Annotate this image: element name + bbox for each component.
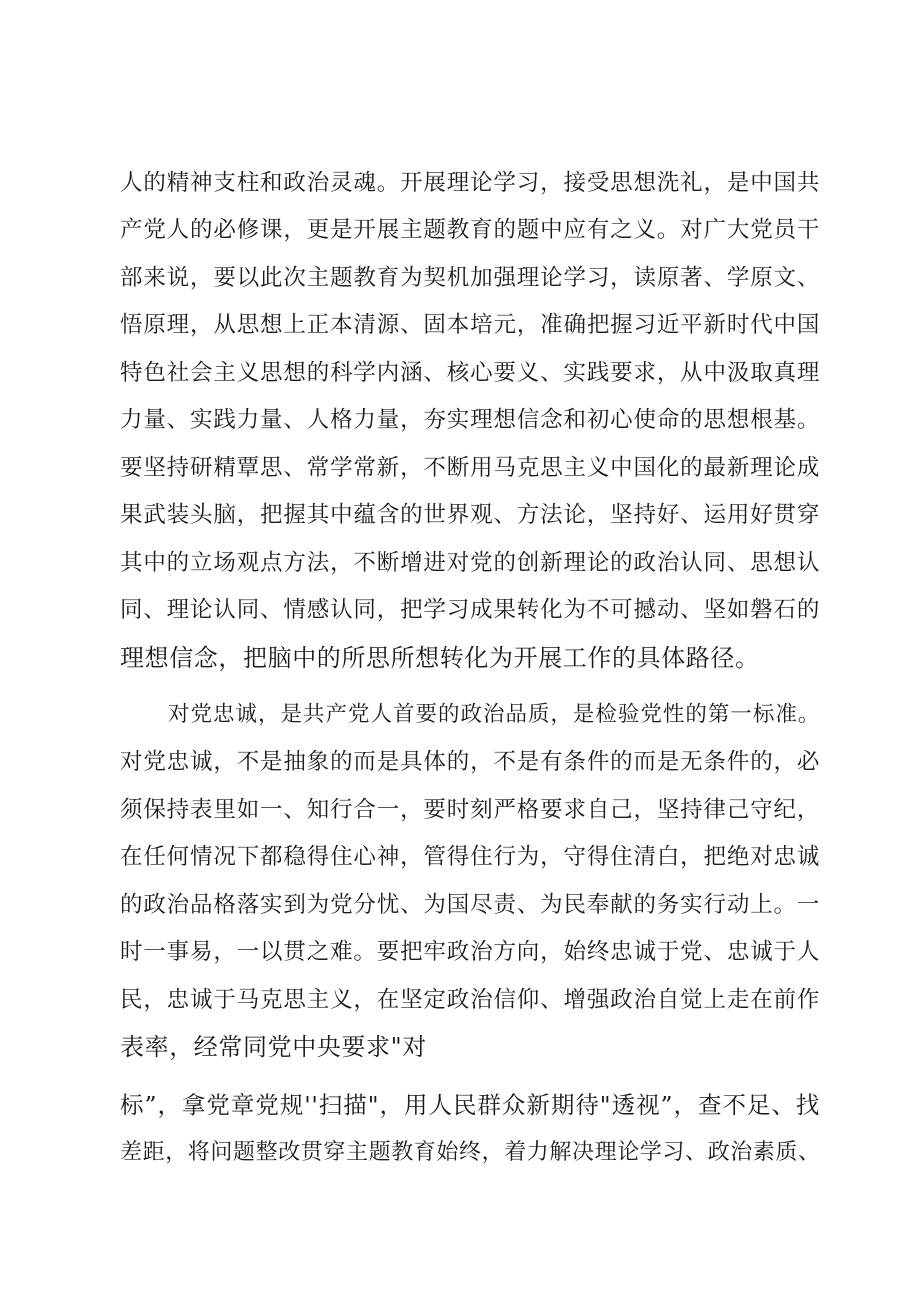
text-line: 同、理论认同、情感认同，把学习成果转化为不可撼动、坚如磐石的	[120, 597, 820, 623]
text-line: 果武装头脑，把握其中蕴含的世界观、方法论，坚持好、运用好贯穿	[120, 502, 820, 528]
text-line: 民，忠诚于马克思主义，在坚定政治信仰、增强政治自觉上走在前作	[120, 987, 820, 1013]
text-line: 力量、实践力量、人格力量，夯实理想信念和初心使命的思想根基。	[120, 407, 820, 433]
text-line-paragraph-end: 理想信念，把脑中的所思所想转化为开展工作的具体路径。	[120, 644, 760, 672]
text-line: 特色社会主义思想的科学内涵、核心要义、实践要求，从中汲取真理	[120, 360, 820, 386]
text-line: 须保持表里如一、知行合一，要时刻严格要求自己，坚持律己守纪，	[120, 797, 820, 823]
text-line: 差距，将问题整改贯穿主题教育始终，着力解决理论学习、政治素质、	[120, 1140, 821, 1165]
text-line: 要坚持研精覃思、常学常新，不断用马克思主义中国化的最新理论成	[120, 455, 820, 481]
text-line: 标”，拿党章党规''扫描"，用人民群众新期待"透视”，查不足、找	[120, 1091, 820, 1119]
text-line: 时一事易，一以贯之难。要把牢政治方向，始终忠诚于党、忠诚于人	[120, 939, 820, 965]
text-line: 对党忠诚，不是抽象的而是具体的，不是有条件的而是无条件的，必	[120, 749, 820, 775]
text-line: 的政治品格落实到为党分忧、为国尽责、为民奉献的务实行动上。一	[120, 892, 820, 918]
text-line-paragraph-start: 对党忠诚，是共产党人首要的政治品质，是检验党性的第一标准。	[168, 702, 820, 727]
text-line-broken: 表率，经常同党中央要求"对	[120, 1033, 427, 1061]
text-line: 其中的立场观点方法，不断增进对党的创新理论的政治认同、思想认	[120, 550, 820, 576]
text-line: 部来说，要以此次主题教育为契机加强理论学习，读原著、学原文、	[120, 265, 820, 291]
text-line: 产党人的必修课，更是开展主题教育的题中应有之义。对广大党员干	[120, 217, 820, 243]
text-line: 在任何情况下都稳得住心神，管得住行为，守得住清白，把绝对忠诚	[120, 844, 820, 870]
text-line: 人的精神支柱和政治灵魂。开展理论学习，接受思想洗礼，是中国共	[120, 170, 820, 196]
text-line: 悟原理，从思想上正本清源、固本培元，准确把握习近平新时代中国	[120, 312, 820, 338]
